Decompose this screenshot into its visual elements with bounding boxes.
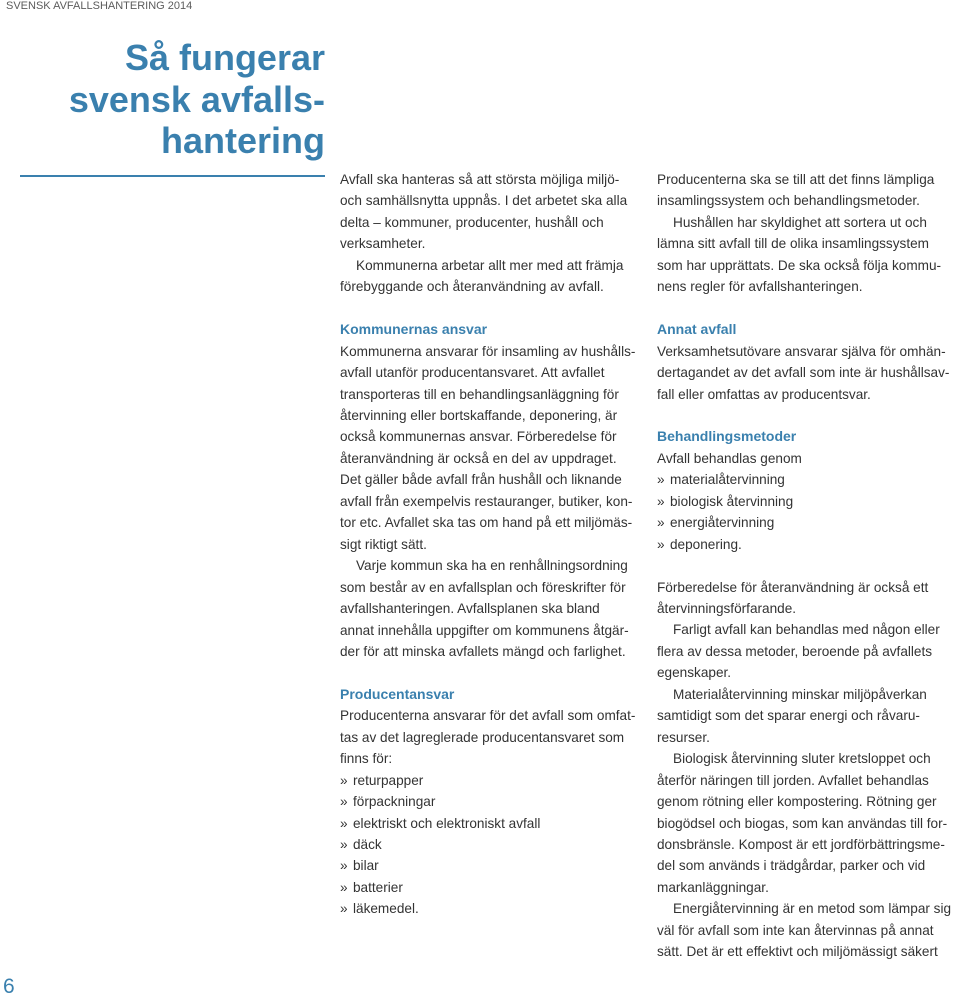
paragraph (657, 169, 957, 212)
list-item (657, 534, 957, 555)
list-item (340, 813, 640, 834)
text-line: dertagandet av det avfall som inte är hushållsav- (657, 365, 950, 381)
text-line: väl för avfall som inte kan återvinnas på annat (657, 922, 934, 938)
bullet-marker: » (340, 815, 348, 831)
text-line: sätt. Det är ett effektivt och miljömässigt säkert (657, 944, 938, 960)
bullet-marker: » (340, 794, 348, 810)
text-line: återanvändning är också en del av uppdraget. (340, 450, 617, 466)
paragraph (657, 577, 957, 620)
text-line: sigt riktigt sätt. (340, 536, 427, 552)
text-line: Kommunerna ansvarar för insamling av hushålls- (340, 343, 636, 359)
page-title (20, 37, 325, 162)
text-line: nens regler för avfallshanteringen. (657, 279, 863, 295)
bullet-marker: » (340, 879, 348, 895)
text-line: Hushållen har skyldighet att sortera ut och (673, 214, 927, 230)
list-item-text: förpackningar (353, 794, 436, 810)
content-section (657, 319, 957, 405)
bullet-marker: » (340, 837, 348, 853)
running-title: SVENSK AVFALLSHANTERING 2014 (6, 0, 193, 12)
list-item-text: materialåtervinning (670, 472, 785, 488)
text-line: Energiåtervinning är en metod som lämpar sig (673, 901, 952, 917)
page-number: 6 (3, 975, 15, 998)
list-item-text: läkemedel. (353, 901, 419, 917)
text-line: donsbränsle. Kompost är ett jordförbättringsme- (657, 837, 945, 852)
section-heading: Annat avfall (657, 321, 737, 338)
bullet-list (657, 469, 957, 555)
title-divider (20, 175, 325, 177)
text-line: lämna sitt avfall till de olika insamlingssystem (657, 236, 929, 252)
paragraph (340, 555, 640, 662)
text-line: resurser. (657, 729, 710, 745)
list-item-text: returpapper (353, 772, 424, 788)
intro-text (657, 169, 957, 298)
section-heading: Producentansvar (340, 685, 455, 702)
bullet-marker: » (340, 901, 348, 917)
text-line: Materialåtervinning minskar miljöpåverkan (673, 686, 927, 702)
text-line: Avfall behandlas genom (657, 450, 802, 466)
text-line: der för att minska avfallets mängd och farlighet. (340, 643, 626, 659)
text-line: och samhällsnytta uppnås. I det arbetet ska alla (340, 193, 628, 209)
paragraph (657, 898, 957, 962)
list-item-text: deponering. (670, 536, 742, 552)
text-line: Verksamhetsutövare ansvarar själva för omhän- (657, 343, 946, 359)
text-line: Farligt avfall kan behandlas med någon eller (673, 622, 940, 638)
text-line: delta – kommuner, producenter, hushåll och (340, 214, 604, 230)
list-item-text: biologisk återvinning (670, 493, 794, 509)
text-line: biogödsel och biogas, som kan användas till for- (657, 815, 948, 831)
paragraph (340, 705, 640, 769)
content-section (340, 684, 640, 920)
list-item-text: energiåtervinning (670, 515, 775, 531)
text-line: avfallshanteringen. Avfallsplanen ska bland (340, 601, 600, 617)
content-section (340, 319, 640, 662)
text-line: återvinningsförfarande. (657, 601, 797, 617)
list-item (340, 877, 640, 898)
column-right (657, 169, 957, 963)
text-line: Producenterna ansvarar för det avfall som omfat- (340, 708, 636, 724)
bullet-marker: » (657, 493, 665, 509)
text-line: avfall från exempelvis restauranger, butiker, kon- (340, 493, 633, 509)
text-line: tas av det lagreglerade producentansvaret som (340, 729, 625, 745)
list-item-text: bilar (353, 858, 379, 874)
text-line: Kommunerna arbetar allt mer med att främja (356, 257, 624, 273)
text-line: flera av dessa metoder, beroende på avfallets (657, 643, 933, 659)
column-left (340, 169, 640, 920)
paragraph (657, 748, 957, 898)
text-line: verksamheter. (340, 236, 426, 252)
list-item-text: däck (353, 837, 382, 853)
paragraph (657, 619, 957, 683)
list-item (340, 834, 640, 855)
text-line: annat innehålla uppgifter om kommunens åtgär- (340, 622, 629, 638)
text-line: samtidigt som det sparar energi och råvaru- (657, 708, 920, 724)
text-line: egenskaper. (657, 665, 732, 681)
section-heading: Behandlingsmetoder (657, 428, 797, 445)
text-line: Det gäller både avfall från hushåll och liknande (340, 472, 622, 488)
text-line: del som används i trädgårdar, parker och vid (657, 858, 926, 874)
text-line: insamlingssystem och behandlingsmetoder. (657, 193, 920, 209)
bullet-marker: » (657, 515, 665, 531)
text-line: tor etc. Avfallet ska tas om hand på ett miljömäs- (340, 515, 633, 531)
text-line: Biologisk återvinning sluter kretsloppet och (673, 751, 931, 767)
bullet-marker: » (340, 772, 348, 788)
bullet-list (340, 770, 640, 920)
bullet-marker: » (340, 858, 348, 874)
paragraph (657, 448, 957, 469)
paragraph (657, 684, 957, 748)
content-section (657, 426, 957, 962)
bullet-marker: » (657, 536, 665, 552)
text-line: markanläggningar. (657, 879, 769, 895)
text-line: Förberedelse för återanvändning är också ett (657, 579, 929, 595)
list-item (340, 898, 640, 919)
title-line: svensk avfalls- (68, 78, 325, 120)
text-line: som har upprättats. De ska också följa kommu- (657, 257, 942, 273)
title-line: Så fungerar (124, 37, 325, 78)
text-line: avfall utanför producentansvaret. Att avfallet (340, 365, 605, 381)
paragraph (657, 341, 957, 405)
text-line: Avfall ska hanteras så att största möjliga miljö- (340, 172, 620, 187)
intro-text (340, 169, 640, 298)
list-item (657, 512, 957, 533)
text-line: transporteras till en behandlingsanläggning för (340, 386, 619, 402)
text-line: Producenterna ska se till att det finns lämpliga (657, 172, 935, 187)
text-line: Varje kommun ska ha en renhållningsordning (356, 558, 628, 574)
text-line: förebyggande och återanvändning av avfall. (340, 279, 604, 295)
list-item (340, 770, 640, 791)
paragraph (340, 169, 640, 255)
paragraph (340, 341, 640, 556)
text-line: fall eller omfattas av producentsvar. (657, 386, 871, 402)
text-line: genom rötning eller kompostering. Rötning ger (657, 794, 937, 810)
bullet-marker: » (657, 472, 665, 488)
section-heading: Kommunernas ansvar (340, 321, 488, 338)
list-item (657, 491, 957, 512)
text-line: som består av en avfallsplan och föreskrifter för (340, 579, 626, 595)
text-line: också kommunernas ansvar. Förberedelse för (340, 429, 617, 445)
paragraph (657, 212, 957, 298)
list-item (340, 855, 640, 876)
list-item (340, 791, 640, 812)
text-line: finns för: (340, 751, 393, 767)
list-item-text: elektriskt och elektroniskt avfall (353, 815, 541, 831)
text-line: återvinning eller bortskaffande, deponering, är (340, 407, 618, 423)
title-line: hantering (160, 120, 325, 161)
list-item-text: batterier (353, 879, 403, 895)
paragraph (340, 255, 640, 298)
list-item (657, 469, 957, 490)
text-line: återför näringen till jorden. Avfallet behandlas (657, 772, 929, 788)
